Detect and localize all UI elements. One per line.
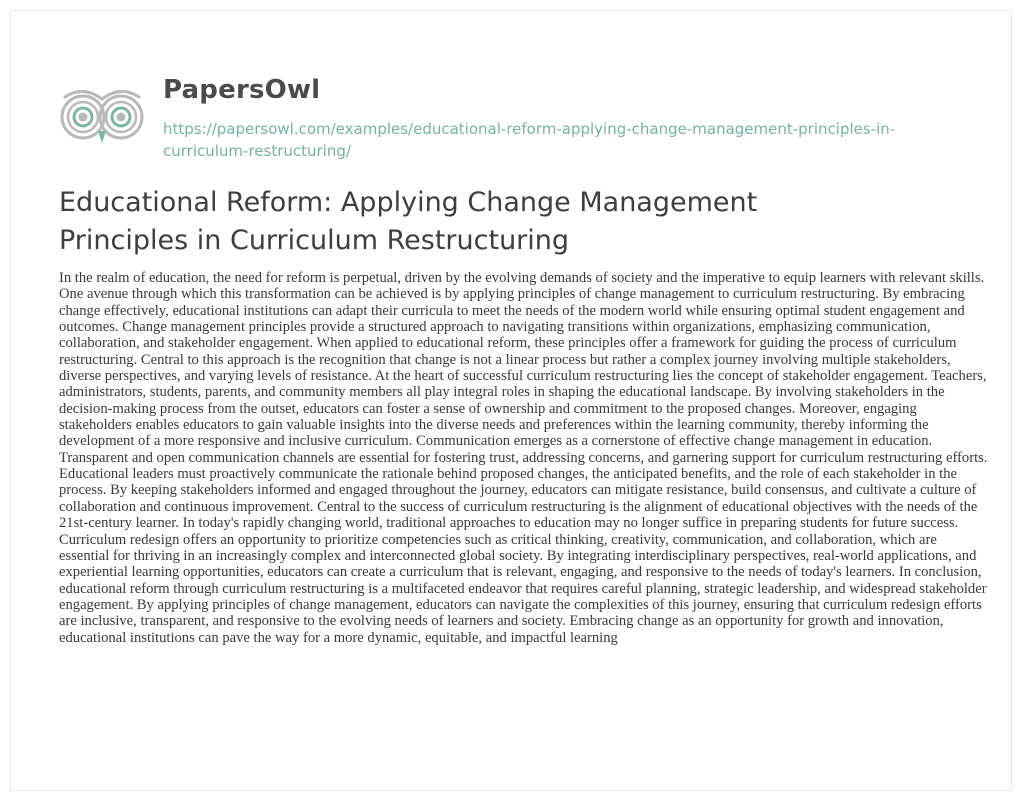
document-page [10,10,1012,791]
article-body: In the realm of education, the need for reform is perpetual, driven by the evolving demands of society and the imperative to equip learners with relevant skills. One avenue through which this transformation can be achieved is by applying principles of change management to curriculum restructuring. By embracing change effectively, educational institutions can adapt their curricula to meet the needs of the modern world while ensuring optimal student engagement and outcomes. Change management principles provide a structured approach to navigating transitions within organizations, emphasizing communication, collaboration, and stakeholder engagement. When applied to educational reform, these principles offer a framework for guiding the process of curriculum restructuring. Central to this approach is the recognition that change is not a linear process but rather a complex journey involving multiple stakeholders, diverse perspectives, and varying levels of resistance. At the heart of successful curriculum restructuring lies the concept of stakeholder engagement. Teachers, administrators, students, parents, and community members all play integral roles in shaping the educational landscape. By involving stakeholders in the decision-making process from the outset, educators can foster a sense of ownership and commitment to the proposed changes. Moreover, engaging stakeholders enables educators to gain valuable insights into the diverse needs and preferences within the learning community, thereby informing the development of a more responsive and inclusive curriculum. Communication emerges as a cornerstone of effective change management in education. Transparent and open communication channels are essential for fostering trust, addressing concerns, and garnering support for curriculum restructuring efforts. Educational leaders must proactively communicate the rationale behind proposed changes, the anticipated benefits, and the role of each stakeholder in the process. By keeping stakeholders informed and engaged throughout the journey, educators can mitigate resistance, build consensus, and cultivate a culture of collaboration and continuous improvement. Central to the success of curriculum restructuring is the alignment of educational objectives with the needs of the 21st-century learner. In today's rapidly changing world, traditional approaches to education may no longer suffice in preparing students for future success. Curriculum redesign offers an opportunity to prioritize competencies such as critical thinking, creativity, communication, and collaboration, which are essential for thriving in an increasingly complex and interconnected global society. By integrating interdisciplinary perspectives, real-world applications, and experiential learning opportunities, educators can create a curriculum that is relevant, engaging, and responsive to the needs of today's learners. In conclusion, educational reform through curriculum restructuring is a multifaceted endeavor that requires careful planning, strategic leadership, and widespread stakeholder engagement. By applying principles of change management, educators can navigate the complexities of this journey, ensuring that curriculum redesign efforts are inclusive, transparent, and responsive to the evolving needs of learners and society. Embracing change as an opportunity for growth and innovation, educational institutions can pave the way for a more dynamic, equitable, and impactful learning [59,270,988,646]
owl-logo-icon [59,79,149,151]
brand-name: PapersOwl [163,75,321,105]
article-title: Educational Reform: Applying Change Management Principles in Curriculum Restructuring [59,187,758,256]
source-url-link[interactable]: https://papersowl.com/examples/educational-reform-applying-change-management-principles-in-curriculum-restructuring/ [163,120,896,160]
